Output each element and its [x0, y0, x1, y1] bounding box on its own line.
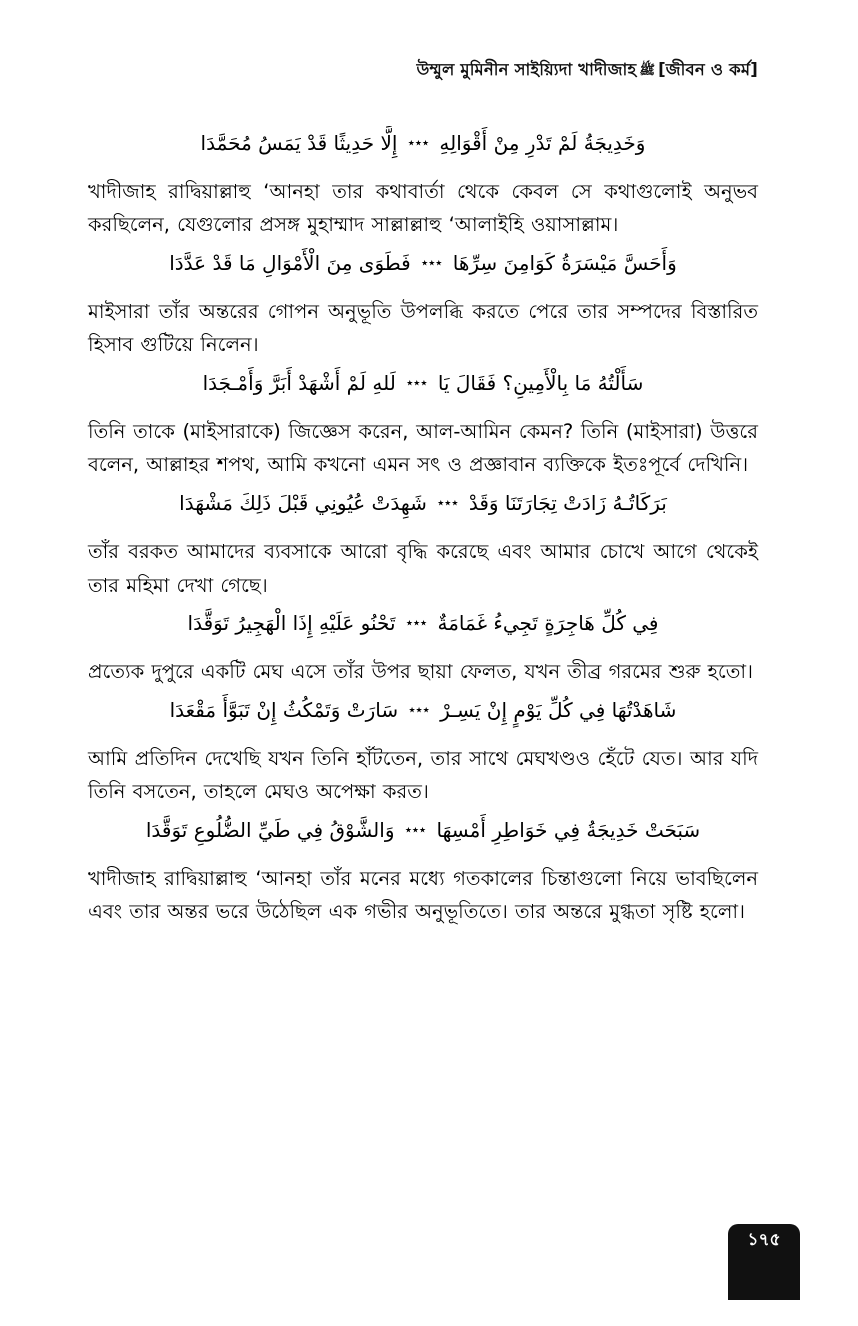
sallallahu-alayhi-wasallam-icon: ﷺ	[639, 62, 656, 78]
arabic-couplet	[88, 246, 758, 281]
bangla-translation: খাদীজাহ রাদ্বিয়াল্লাহু ‘আনহা তাঁর মনের মধ্যে গতকালের চিন্তাগুলো নিয়ে ভাবছিলেন এবং তার অন্তর ভরে উঠেছিল এক গভীর অনুভূতিতে। তার অন্তরে মুগ্ধতা সৃষ্টি হলো।	[88, 866, 758, 924]
verse-block	[88, 606, 758, 689]
arabic-hemistich-right: وَخَدِيجَةُ لَمْ تَدْرِ مِنْ أَقْوَالِهِ	[439, 130, 646, 155]
verse-block	[88, 693, 758, 809]
running-head	[88, 60, 758, 80]
arabic-hemistich-right: بَرَكَاتُـهُ زَادَتْ تِجَارَتَنَا وَقَدْ	[468, 490, 667, 515]
asterism-separator-icon: ٭٭٭	[404, 822, 427, 838]
verse-block	[88, 813, 758, 929]
bangla-translation: তিনি তাকে (মাইসারাকে) জিজ্ঞেস করেন, আল-আমিন কেমন? তিনি (মাইসারা) উত্তরে বলেন, আল্লাহর শপথ, আমি কখনো এমন সৎ ও প্রজ্ঞাবান ব্যক্তিকে ইতঃপূর্বে দেখিনি।	[88, 419, 758, 477]
verse-block	[88, 246, 758, 362]
verse-block	[88, 366, 758, 482]
page-content	[88, 60, 758, 933]
asterism-separator-icon: ٭٭٭	[406, 376, 428, 392]
arabic-couplet	[88, 126, 758, 161]
asterism-separator-icon: ٭٭٭	[408, 702, 430, 718]
arabic-hemistich-left: وَالشَّوْقُ فِي طَيِّ الضُّلُوعِ تَوَقَّدَا	[145, 817, 395, 842]
arabic-hemistich-left: إِلَّا حَدِيثًا قَدْ يَمَسُ مُحَمَّدَا	[200, 130, 398, 155]
arabic-couplet	[88, 486, 758, 521]
arabic-couplet	[88, 813, 758, 848]
arabic-couplet	[88, 366, 758, 401]
arabic-hemistich-right: سَبَحَتْ خَدِيجَةُ فِي خَوَاطِرِ أَمْسِهَا	[436, 817, 701, 842]
arabic-hemistich-left: فَطَوَى مِنَ الْأَمْوَالِ مَا قَدْ عَدَّدَا	[169, 250, 411, 275]
arabic-hemistich-right: فِي كُلِّ هَاجِرَةٍ تَجِيءُ غَمَامَةٌ	[437, 611, 659, 636]
page-number: ১৭৫	[747, 1230, 781, 1250]
arabic-couplet	[88, 693, 758, 728]
verse-block	[88, 486, 758, 602]
bangla-translation: প্রত্যেক দুপুরে একটি মেঘ এসে তাঁর উপর ছায়া ফেলত, যখন তীব্র গরমের শুরু হতো।	[88, 660, 754, 684]
asterism-separator-icon: ٭٭٭	[437, 496, 459, 512]
bangla-translation: মাইসারা তাঁর অন্তরের গোপন অনুভূতি উপলব্ধি করতে পেরে তার সম্পদের বিস্তারিত হিসাব গুটিয়ে নিলেন।	[88, 299, 758, 357]
asterism-separator-icon: ٭٭٭	[405, 616, 428, 632]
arabic-hemistich-right: وَأَحَسَّ مَيْسَرَةُ كَوَامِنَ سِرِّهَا	[452, 250, 677, 275]
running-head-title-after: [জীবন ও কর্ম]	[658, 60, 758, 79]
arabic-hemistich-right: شَاهَدْتُهَا فِي كُلِّ يَوْمٍ إِنْ يَسِـرْ	[440, 697, 677, 722]
bangla-translation: আমি প্রতিদিন দেখেছি যখন তিনি হাঁটতেন, তার সাথে মেঘখণ্ডও হেঁটে যেত। আর যদি তিনি বসতেন, তাহলে মেঘও অপেক্ষা করত।	[88, 746, 758, 804]
arabic-hemistich-left: شَهِدَتْ عُيُونِي قَبْلَ ذَلِكَ مَشْهَدَا	[179, 490, 427, 515]
page-number-tab	[728, 1224, 800, 1300]
bangla-translation: তাঁর বরকত আমাদের ব্যবসাকে আরো বৃদ্ধি করেছে এবং আমার চোখে আগে থেকেই তার মহিমা দেখা গেছে।	[88, 539, 758, 597]
asterism-separator-icon: ٭٭٭	[421, 255, 443, 271]
asterism-separator-icon: ٭٭٭	[407, 135, 430, 151]
arabic-hemistich-left: لَلهِ لَمْ أَشْهَدْ أَبَرَّ وَأَمْـجَدَا	[202, 370, 396, 395]
bangla-translation: খাদীজাহ রাদ্বিয়াল্লাহু ‘আনহা তার কথাবার্তা থেকে কেবল সে কথাগুলোই অনুভব করছিলেন, যেগুলোর প্রসঙ্গ মুহাম্মাদ সাল্লাল্লাহু ‘আলাইহি ওয়াসাল্লাম।	[88, 179, 758, 237]
verse-block	[88, 126, 758, 242]
running-head-title-before: উম্মুল মুমিনীন সাইয়্যিদা খাদীজাহ	[416, 60, 637, 79]
arabic-hemistich-left: تَحْنُو عَلَيْهِ إِذَا الْهَجِيرُ تَوَقَّدَا	[187, 611, 396, 636]
arabic-hemistich-right: سَأَلْتُهُ مَا بِالْأَمِينِ؟ فَقَالَ يَا	[437, 370, 644, 395]
arabic-couplet	[88, 606, 758, 641]
arabic-hemistich-left: سَارَتْ وَتَمْكُثُ إِنْ تَبَوَّأَ مَقْعَدَا	[169, 697, 399, 722]
